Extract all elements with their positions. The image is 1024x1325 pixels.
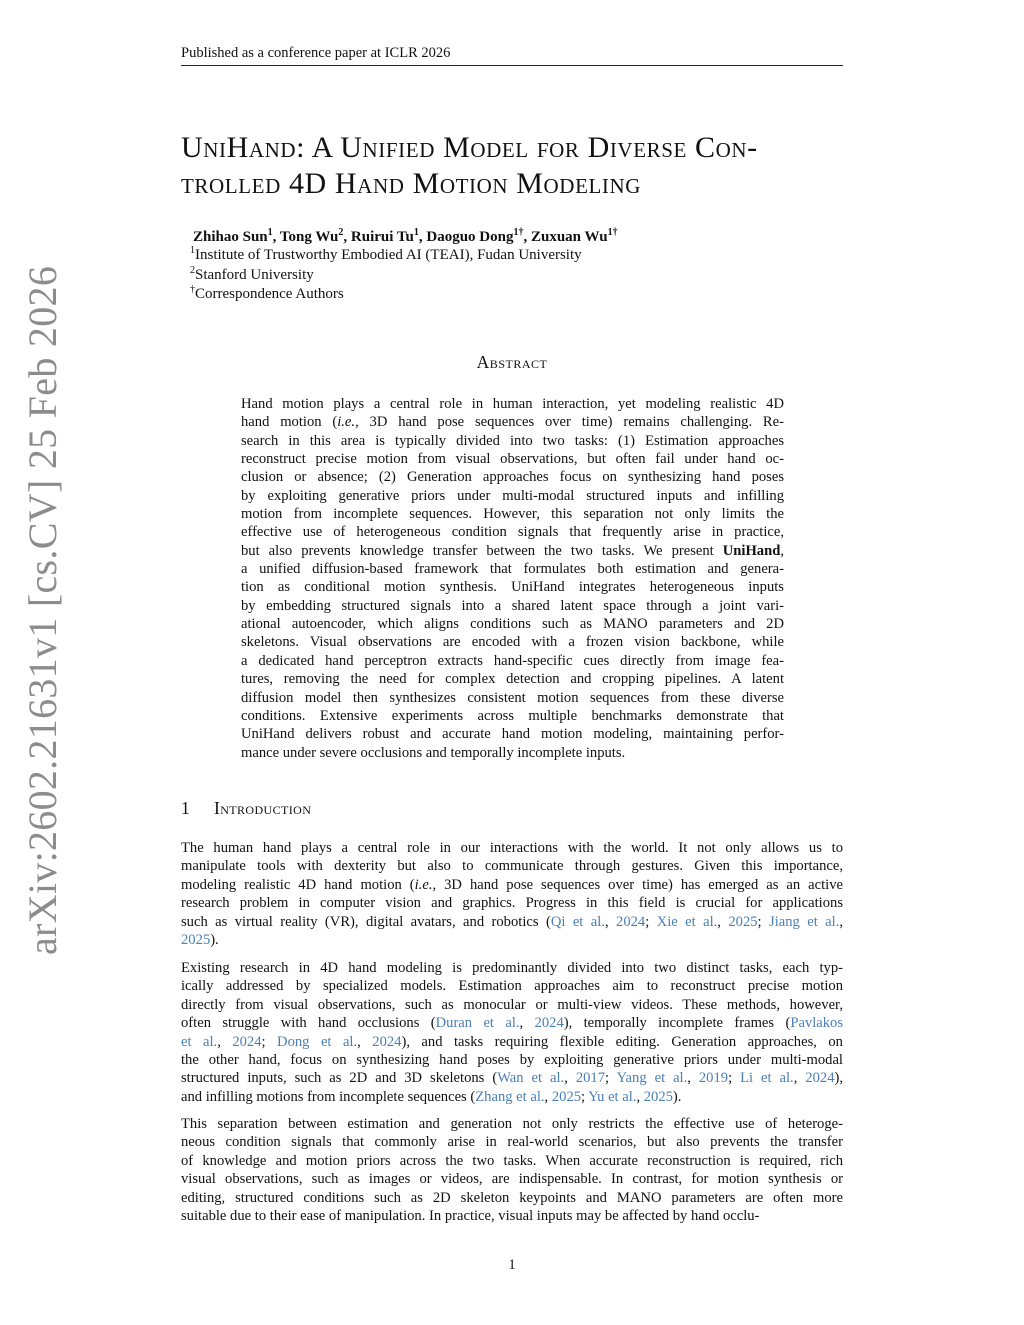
paragraph-line: the other hand, focus on synthesizing hand poses by exploiting generative priors under multi-modal: [181, 1051, 843, 1068]
citation-link[interactable]: Jiang et al.: [769, 913, 840, 930]
citation-link[interactable]: Yang et al.: [616, 1070, 688, 1087]
paragraph-line: The human hand plays a central role in our interactions with the world. It not only allows us to: [181, 840, 843, 856]
paragraph-line: modeling realistic 4D hand motion (i.e., 3D hand pose sequences over time) has emerged as an active: [181, 876, 843, 893]
paragraph-line: et al., 2024; Dong et al., 2024), and tasks requiring flexible editing. Generation approaches, on: [181, 1033, 843, 1050]
citation-link[interactable]: et al.: [181, 1033, 218, 1050]
citation-link[interactable]: Dong et al.: [277, 1033, 358, 1050]
affiliation-text: Stanford University: [195, 266, 314, 283]
citation-link[interactable]: Yu et al.: [588, 1088, 637, 1105]
abstract-line: clusion or absence; (2) Generation approaches focus on synthesizing hand poses: [241, 469, 784, 486]
affiliation-list: [190, 246, 582, 305]
abstract-line: a dedicated hand perceptron extracts hand-specific cues directly from image fea-: [241, 652, 784, 669]
paragraph-line: Existing research in 4D hand modeling is predominantly divided into two distinct tasks, each typ-: [181, 960, 843, 976]
citation-link[interactable]: Li et al.: [740, 1070, 794, 1087]
section-number: 1: [181, 798, 191, 818]
author-affiliation-mark: 1: [267, 227, 273, 238]
abstract-line: but also prevents knowledge transfer between the two tasks. We present UniHand,: [241, 542, 784, 559]
paragraph-line: such as virtual reality (VR), digital avatars, and robotics (Qi et al., 2024; Xie et al., 2025; Jiang et al.,: [181, 913, 844, 930]
affiliation-line: [190, 246, 582, 266]
abstract-line: ational autoencoder, which aligns conditions such as MANO parameters and 2D: [241, 616, 784, 633]
author-name: Ruirui Tu: [350, 229, 414, 245]
paragraph-line: This separation between estimation and generation not only restricts the effective use of heteroge-: [181, 1116, 843, 1132]
abstract-line: by embedding structured signals into a shared latent space through a joint vari-: [241, 597, 784, 614]
paragraph-line: research problem in computer vision and graphics. Progress in this field is crucial for applications: [181, 895, 843, 912]
abstract-line: diffusion model then synthesizes consistent motion sequences from these diverse: [241, 689, 784, 706]
citation-link[interactable]: 2025: [181, 931, 211, 948]
author-name: Tong Wu: [279, 229, 339, 245]
author-affiliation-mark: 1†: [607, 227, 618, 238]
affiliation-mark: 2: [190, 264, 195, 276]
intro-paragraph-1: [181, 839, 843, 949]
abstract-line: motion from incomplete sequences. However, this separation not only limits the: [241, 506, 784, 523]
citation-link[interactable]: Qi et al.: [550, 913, 605, 930]
abstract-line: skeletons. Visual observations are encoded with a frozen vision backbone, while: [241, 634, 784, 651]
paragraph-line: ically addressed by specialized models. Estimation approaches aim to reconstruct precise motion: [181, 978, 843, 995]
citation-link[interactable]: Wan et al.: [497, 1070, 565, 1087]
paragraph-line: directly from visual observations, such as monocular or multi-view videos. These methods, however,: [181, 996, 843, 1013]
citation-link[interactable]: 2019: [698, 1070, 729, 1087]
abstract-line: reconstruct precise motion from visual observations, but often fail under hand oc-: [241, 451, 784, 468]
author-name: Zhihao Sun: [193, 229, 268, 245]
citation-link[interactable]: 2024: [372, 1033, 402, 1050]
affiliation-line: [190, 285, 582, 305]
citation-link[interactable]: 2024: [534, 1015, 564, 1032]
paragraph-line: manipulate tools with dexterity but also to communicate through gestures. Given this importance,: [181, 858, 843, 875]
citation-link[interactable]: Duran et al.: [435, 1015, 520, 1032]
paragraph-line: suitable due to their ease of manipulation. In practice, visual inputs may be affected by hand occlu-: [181, 1207, 760, 1224]
abstract-heading: Abstract: [476, 352, 548, 372]
citation-link[interactable]: 2024: [616, 913, 646, 930]
abstract-line: search in this area is typically divided into two tasks: (1) Estimation approaches: [241, 432, 784, 449]
section-title: Introduction: [214, 798, 312, 818]
abstract-line: tion as conditional motion synthesis. UniHand integrates heterogeneous inputs: [241, 579, 784, 596]
citation-link[interactable]: 2025: [643, 1088, 673, 1105]
abstract-line: Hand motion plays a central role in human interaction, yet modeling realistic 4D: [241, 396, 784, 412]
citation-link[interactable]: 2024: [232, 1033, 262, 1050]
affiliation-text: Correspondence Authors: [195, 286, 344, 302]
intro-paragraph-2: [181, 959, 843, 1106]
page-number: 1: [508, 1257, 516, 1273]
author-name: Daoguo Dong: [426, 229, 514, 245]
author-affiliation-mark: 1†: [513, 227, 524, 238]
abstract-line: tures, removing the need for complex detection and cropping pipelines. A latent: [241, 671, 784, 688]
affiliation-line: [190, 266, 582, 286]
paragraph-line: neous condition signals that commonly arise in real-world scenarios, but also prevents the transfer: [181, 1134, 843, 1151]
abstract-line: conditions. Extensive experiments across multiple benchmarks demonstrate that: [241, 707, 784, 724]
title-line-1: UniHand: A Unified Model for Diverse Con-: [181, 131, 758, 164]
running-head: Published as a conference paper at ICLR 2026: [181, 44, 843, 66]
abstract-line: UniHand delivers robust and accurate hand motion modeling, maintaining perfor-: [241, 726, 784, 743]
abstract-line: a unified diffusion-based framework that formulates both estimation and genera-: [241, 561, 784, 578]
paragraph-line: 2025).: [181, 931, 219, 948]
affiliation-mark: 1: [190, 245, 195, 256]
abstract-line: effective use of heterogeneous condition signals that frequently arise in practice,: [241, 524, 784, 541]
citation-link[interactable]: Pavlakos: [790, 1015, 844, 1032]
abstract-line: by exploiting generative priors under multi-modal structured inputs and infilling: [241, 487, 784, 504]
citation-link[interactable]: 2025: [728, 913, 758, 930]
abstract-body: [241, 395, 784, 762]
paragraph-line: of knowledge and motion priors across the two tasks. When accurate reconstruction is required, rich: [181, 1152, 843, 1169]
author-list: Zhihao Sun$^1$, Tong Wu$^2$, Ruirui Tu$^1$, Daoguo Dong$^{1\dagger}$, Zuxuan $Wu^{1\dagger}$: [193, 227, 618, 245]
section-heading-introduction: [181, 797, 311, 819]
paragraph-line: often struggle with hand occlusions (Duran et al., 2024), temporally incomplete frames (Pavlakos: [181, 1015, 844, 1032]
paper-title: [181, 130, 861, 202]
citation-link[interactable]: Xie et al.: [656, 913, 718, 930]
citation-link[interactable]: 2017: [575, 1070, 605, 1087]
author-affiliation-mark: 2: [338, 227, 344, 238]
title-line-2: trolled 4D Hand Motion Modeling: [181, 167, 642, 200]
abstract-line: hand motion (i.e., 3D hand pose sequences over time) remains challenging. Re-: [241, 414, 784, 431]
affiliation-mark: †: [190, 284, 195, 295]
citation-link[interactable]: 2024: [805, 1070, 835, 1087]
author-affiliation-mark: 1: [413, 227, 419, 238]
paragraph-line: structured inputs, such as 2D and 3D skeletons (Wan et al., 2017; Yang et al., 2019; Li et al., 2024),: [181, 1070, 843, 1087]
author-name: Zuxuan Wu: [530, 229, 608, 245]
paragraph-line: and infilling motions from incomplete sequences (Zhang et al., 2025; Yu et al., 2025).: [181, 1088, 682, 1105]
abstract-line: mance under severe occlusions and temporally incomplete inputs.: [241, 744, 626, 761]
paragraph-line: visual observations, such as images or videos, are indispensable. In contrast, for motion synthesis or: [181, 1171, 843, 1188]
intro-paragraph-3: [181, 1115, 843, 1225]
affiliation-text: Institute of Trustworthy Embodied AI (TEAI), Fudan University: [195, 247, 582, 263]
arxiv-identifier: arXiv:2602.21631v1 [cs.CV] 25 Feb 2026: [20, 265, 65, 955]
citation-link[interactable]: 2025: [551, 1088, 582, 1105]
citation-link[interactable]: Zhang et al.: [475, 1088, 545, 1105]
paragraph-line: editing, structured conditions such as 2D skeleton keypoints and MANO parameters are often more: [181, 1189, 843, 1206]
